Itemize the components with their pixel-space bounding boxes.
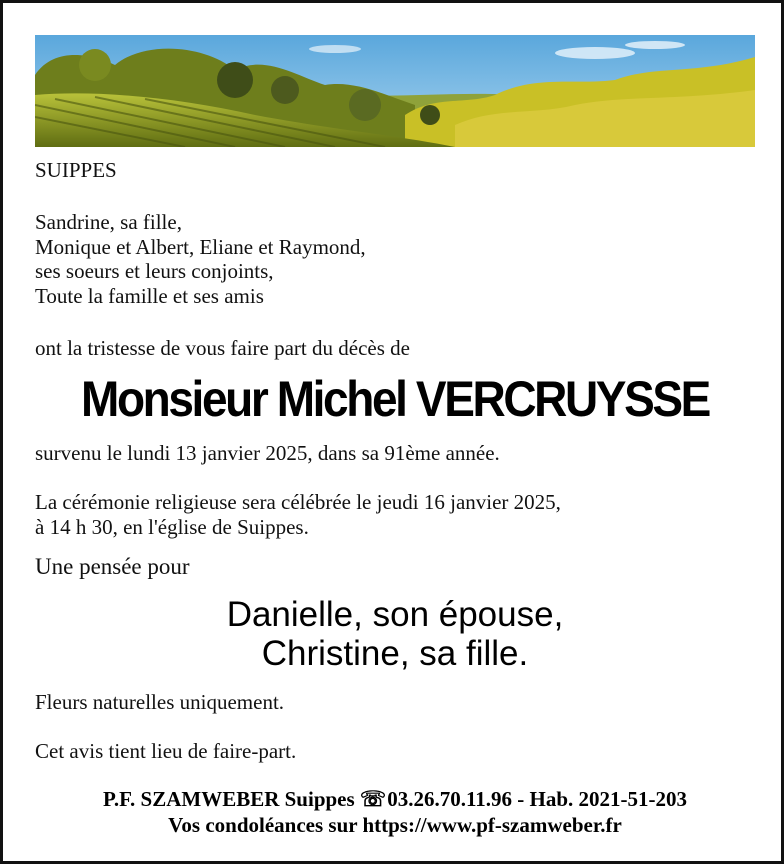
family-line: Sandrine, sa fille, <box>35 210 182 234</box>
memory-line: Danielle, son épouse, <box>226 595 564 634</box>
family-list <box>35 210 366 308</box>
condolences-link[interactable]: Vos condoléances sur https://www.pf-szamweber.fr <box>168 813 622 837</box>
family-line: Monique et Albert, Eliane et Raymond, <box>35 234 366 259</box>
ceremony-details <box>35 490 561 540</box>
memory-line: Christine, sa fille. <box>261 634 529 673</box>
in-memory-of <box>3 595 784 673</box>
ceremony-line: à 14 h 30, en l'église de Suippes. <box>35 515 309 539</box>
phone-number: 03.26.70.11.96 - Hab. 2021-51-203 <box>387 787 688 811</box>
vineyard-banner-image <box>35 35 755 147</box>
announcement-intro: ont la tristesse de vous faire part du décès de <box>35 336 410 360</box>
ceremony-line: La cérémonie religieuse sera célébrée le jeudi 16 janvier 2025, <box>35 490 561 514</box>
phone-icon: ☏ <box>359 787 387 811</box>
notice-note: Cet avis tient lieu de faire-part. <box>35 739 297 763</box>
death-info: survenu le lundi 13 janvier 2025, dans sa 91ème année. <box>35 441 500 465</box>
funeral-home-footer <box>3 786 784 838</box>
flowers-note: Fleurs naturelles uniquement. <box>35 690 285 714</box>
family-line: ses soeurs et leurs conjoints, <box>35 259 274 283</box>
family-line: Toute la famille et ses amis <box>35 283 264 308</box>
funeral-home-contact <box>3 786 784 812</box>
thought-intro: Une pensée pour <box>35 554 190 579</box>
city: SUIPPES <box>35 158 117 182</box>
deceased-name: Monsieur Michel VERCRUYSSE <box>81 371 709 427</box>
company-name: P.F. SZAMWEBER Suippes <box>102 787 355 811</box>
